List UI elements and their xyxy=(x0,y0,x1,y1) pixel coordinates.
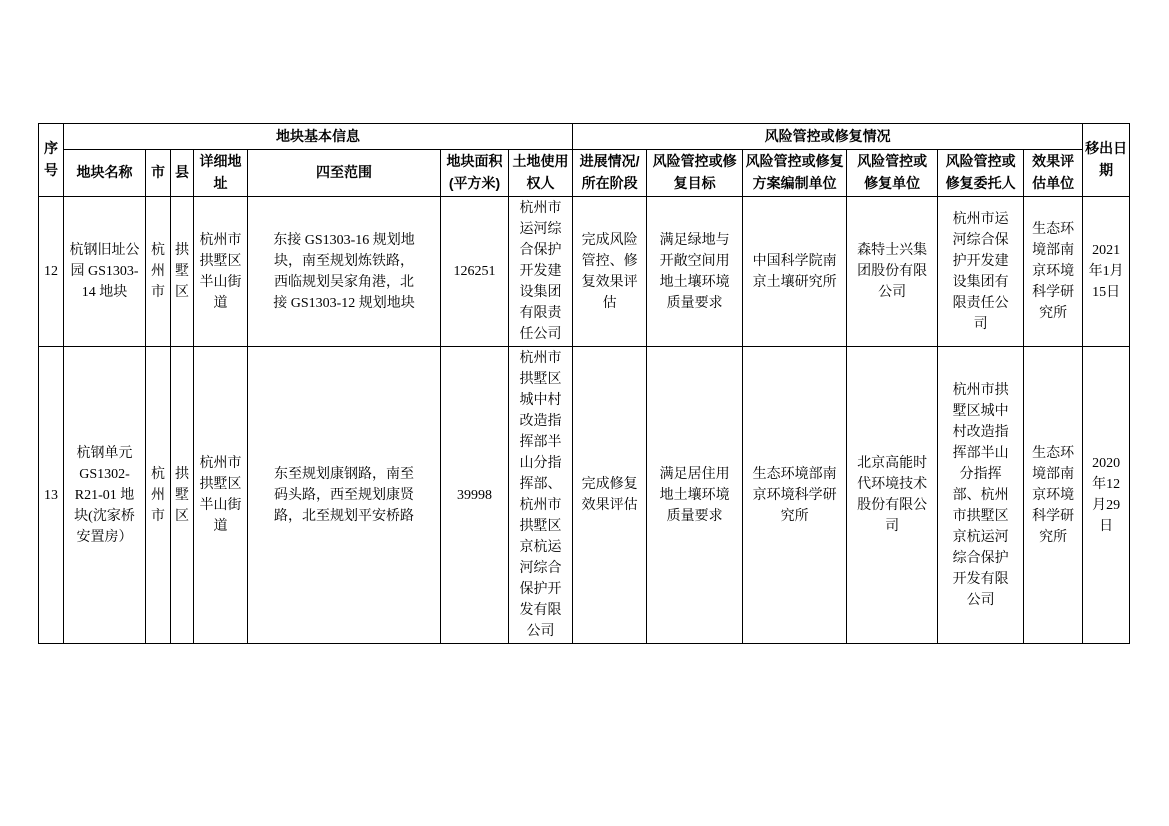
cell-target: 满足绿地与开敞空间用地土壤环境质量要求 xyxy=(647,197,743,347)
th-target: 风险管控或修复目标 xyxy=(647,150,743,197)
cell-progress-stage: 完成修复效果评估 xyxy=(573,347,647,644)
table-row xyxy=(39,347,1130,644)
cell-parcel-name: 杭钢旧址公园 GS1303-14 地块 xyxy=(64,197,146,347)
table-row xyxy=(39,197,1130,347)
cell-remediation-unit: 北京高能时代环境技术股份有限公司 xyxy=(847,347,938,644)
th-remediation-unit: 风险管控或修复单位 xyxy=(847,150,938,197)
th-city: 市 xyxy=(146,150,171,197)
th-basic-info-group: 地块基本信息 xyxy=(64,124,573,150)
th-parcel-name: 地块名称 xyxy=(64,150,146,197)
cell-plan-unit: 生态环境部南京环境科学研究所 xyxy=(743,347,847,644)
cell-target: 满足居住用地土壤环境质量要求 xyxy=(647,347,743,644)
cell-removal-date: 2020年12月29日 xyxy=(1083,347,1130,644)
cell-address: 杭州市拱墅区半山街道 xyxy=(194,347,248,644)
th-plan-unit: 风险管控或修复方案编制单位 xyxy=(743,150,847,197)
cell-progress-stage: 完成风险管控、修复效果评估 xyxy=(573,197,647,347)
cell-client: 杭州市拱墅区城中村改造指挥部半山分指挥部、杭州市拱墅区京杭运河综合保护开发有限公司 xyxy=(938,347,1024,644)
cell-remediation-unit: 森特士兴集团股份有限公司 xyxy=(847,197,938,347)
parcel-risk-registry-table xyxy=(38,123,1130,644)
cell-city: 杭州市 xyxy=(146,197,171,347)
cell-assessment-unit: 生态环境部南京环境科学研究所 xyxy=(1024,197,1083,347)
th-bounds: 四至范围 xyxy=(248,150,441,197)
cell-parcel-name: 杭钢单元 GS1302-R21-01 地块(沈家桥安置房） xyxy=(64,347,146,644)
cell-assessment-unit: 生态环境部南京环境科学研究所 xyxy=(1024,347,1083,644)
cell-bounds: 东接 GS1303-16 规划地块，南至规划炼铁路，西临规划吴家角港，北接 GS1303-12 规划地块 xyxy=(248,197,441,347)
th-progress-stage: 进展情况/所在阶段 xyxy=(573,150,647,197)
cell-removal-date: 2021年1月15日 xyxy=(1083,197,1130,347)
cell-land-user: 杭州市拱墅区城中村改造指挥部半山分指挥部、杭州市拱墅区京杭运河综合保护开发有限公司 xyxy=(509,347,573,644)
th-land-user: 土地使用权人 xyxy=(509,150,573,197)
cell-row-number: 12 xyxy=(39,197,64,347)
cell-county: 拱墅区 xyxy=(171,197,194,347)
th-area: 地块面积(平方米) xyxy=(441,150,509,197)
th-row-number: 序号 xyxy=(39,124,64,197)
th-risk-group: 风险管控或修复情况 xyxy=(573,124,1083,150)
cell-land-user: 杭州市运河综合保护开发建设集团有限责任公司 xyxy=(509,197,573,347)
cell-county: 拱墅区 xyxy=(171,347,194,644)
cell-row-number: 13 xyxy=(39,347,64,644)
cell-area: 126251 xyxy=(441,197,509,347)
cell-client: 杭州市运河综合保护开发建设集团有限责任公司 xyxy=(938,197,1024,347)
th-assessment-unit: 效果评估单位 xyxy=(1024,150,1083,197)
th-removal-date: 移出日期 xyxy=(1083,124,1130,197)
th-county: 县 xyxy=(171,150,194,197)
th-client: 风险管控或修复委托人 xyxy=(938,150,1024,197)
cell-city: 杭州市 xyxy=(146,347,171,644)
cell-address: 杭州市拱墅区半山街道 xyxy=(194,197,248,347)
cell-plan-unit: 中国科学院南京土壤研究所 xyxy=(743,197,847,347)
cell-area: 39998 xyxy=(441,347,509,644)
th-address: 详细地址 xyxy=(194,150,248,197)
cell-bounds: 东至规划康钢路，南至码头路，西至规划康贤路，北至规划平安桥路 xyxy=(248,347,441,644)
